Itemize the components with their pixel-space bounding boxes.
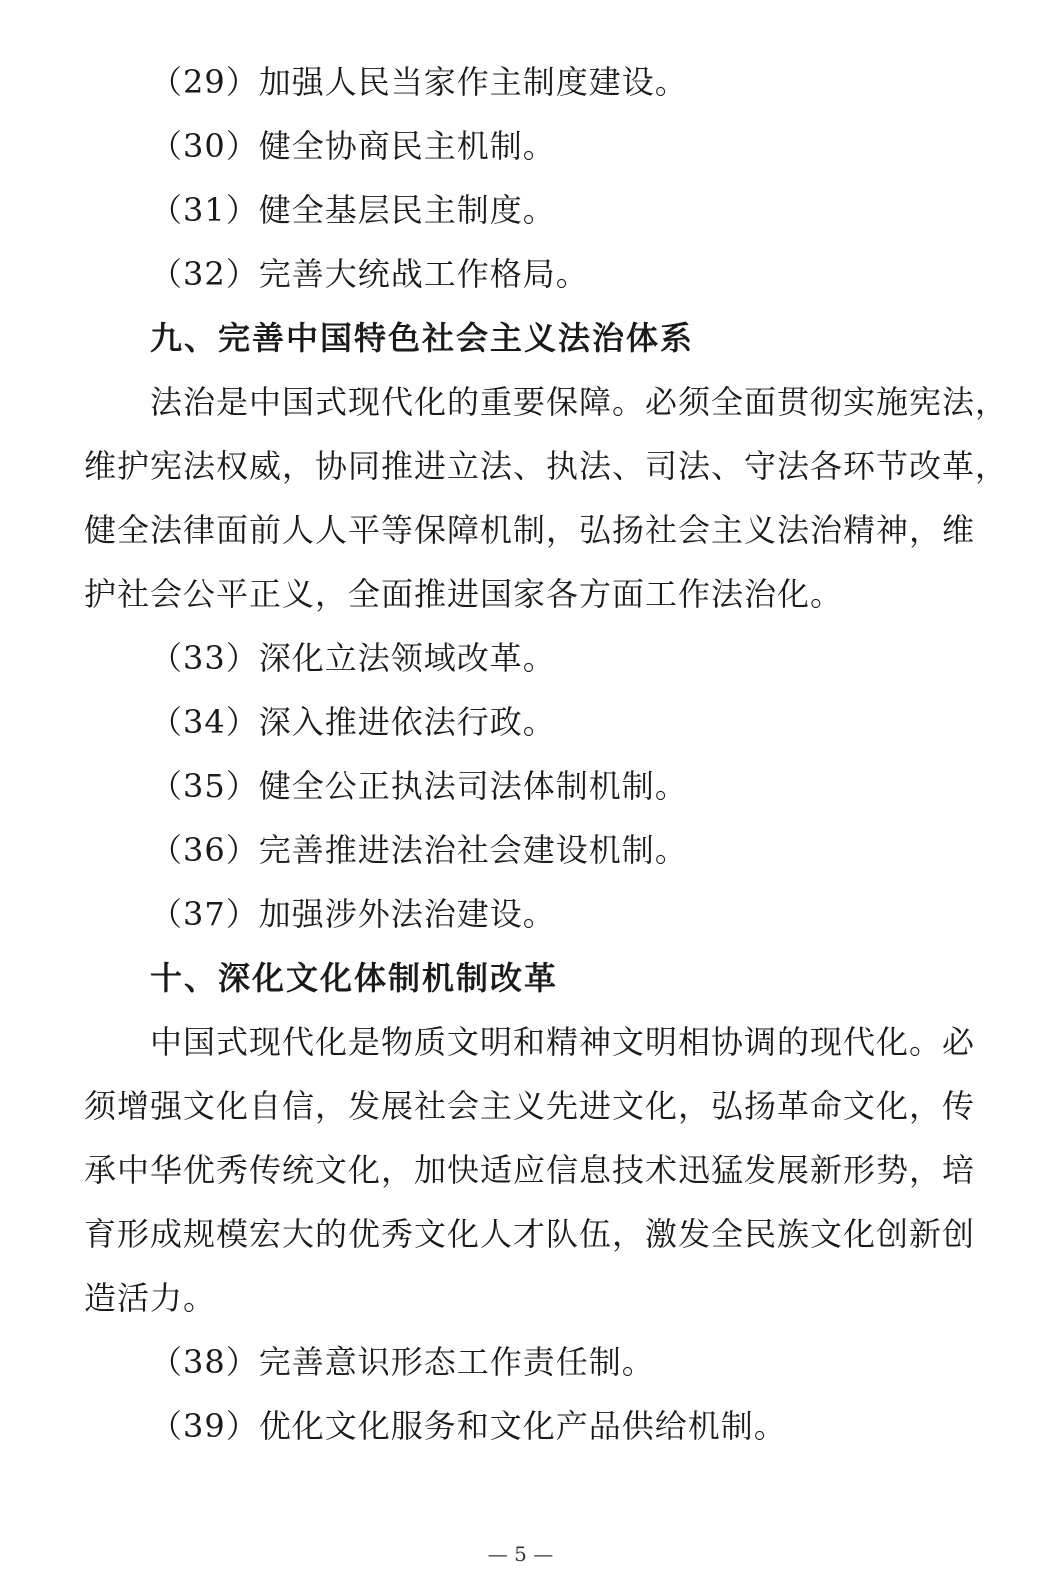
list-item: （34）深入推进依法行政。 [150,703,556,741]
list-item: （31）健全基层民主制度。 [150,191,556,229]
paragraph-line: 须增强文化自信，发展社会主义先进文化，弘扬革命文化，传 [84,1087,976,1125]
page-number: — 5 — [487,1542,554,1566]
paragraph-line: 维护宪法权威，协同推进立法、执法、司法、守法各环节改革， [84,447,1009,485]
list-item: （36）完善推进法治社会建设机制。 [150,831,688,869]
list-item: （39）优化文化服务和文化产品供给机制。 [150,1407,787,1445]
paragraph-line: 健全法律面前人人平等保障机制，弘扬社会主义法治精神，维 [84,511,976,549]
section-heading: 九、完善中国特色社会主义法治体系 [150,319,695,357]
paragraph-line: 承中华优秀传统文化，加快适应信息技术迅猛发展新形势，培 [84,1151,976,1189]
paragraph-line: 法治是中国式现代化的重要保障。必须全面贯彻实施宪法， [150,383,1009,421]
paragraph-line: 中国式现代化是物质文明和精神文明相协调的现代化。必 [150,1023,976,1061]
paragraph-line: 育形成规模宏大的优秀文化人才队伍，激发全民族文化创新创 [84,1215,976,1253]
list-item: （35）健全公正执法司法体制机制。 [150,767,688,805]
list-item: （30）健全协商民主机制。 [150,127,556,165]
paragraph-line: 护社会公平正义，全面推进国家各方面工作法治化。 [84,575,844,613]
section-heading: 十、深化文化体制机制改革 [150,959,559,997]
list-item: （38）完善意识形态工作责任制。 [150,1343,655,1381]
list-item: （37）加强涉外法治建设。 [150,895,556,933]
paragraph-line: 造活力。 [84,1279,217,1317]
list-item: （33）深化立法领域改革。 [150,639,556,677]
list-item: （32）完善大统战工作格局。 [150,255,589,293]
list-item: （29）加强人民当家作主制度建设。 [150,63,688,101]
